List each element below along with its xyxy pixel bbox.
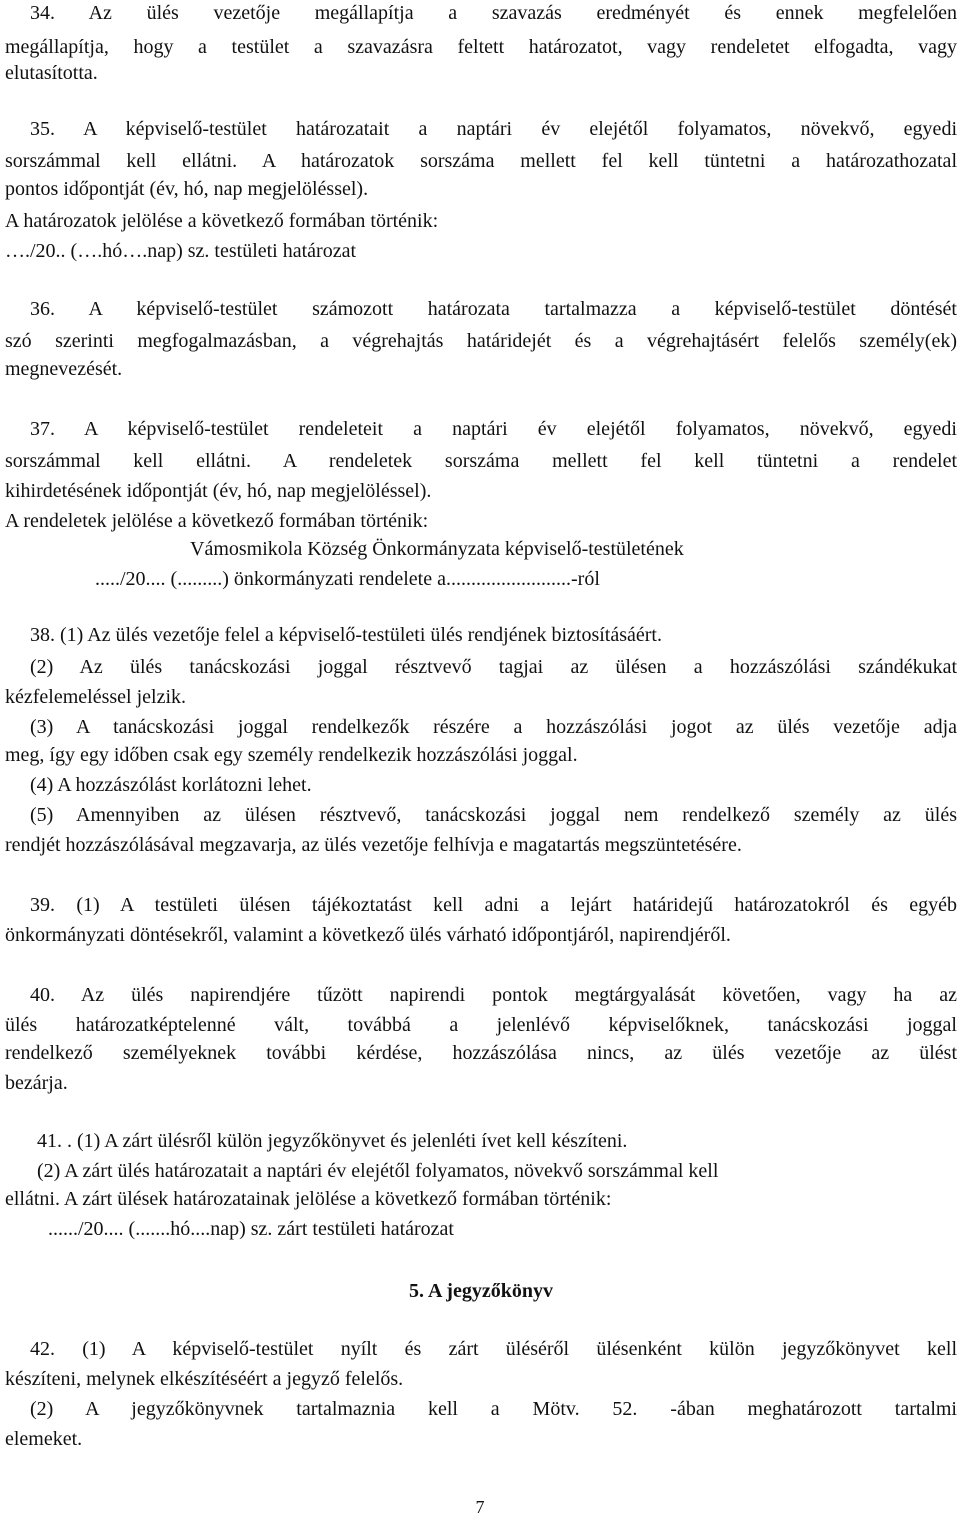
- paragraph-35-line-3: pontos időpontját (év, hó, nap megjelöléssel).: [5, 178, 369, 200]
- paragraph-36-line-2: szó szerinti megfogalmazásban, a végrehajtás határidejét és a végrehajtásért felelős személy(ek): [5, 330, 957, 352]
- paragraph-40-line-2: ülés határozatképtelenné vált, továbbá a jelenlévő képviselőknek, tanácskozási joggal: [5, 1014, 957, 1036]
- paragraph-34-line-3: elutasította.: [5, 62, 98, 84]
- paragraph-42-line-1: 42. (1) A képviselő-testület nyílt és zárt üléséről ülésenként külön jegyzőkönyvet kell: [30, 1338, 957, 1360]
- paragraph-38-line-3: kézfelemeléssel jelzik.: [5, 686, 187, 708]
- paragraph-37-line-3: kihirdetésének időpontját (év, hó, nap megjelöléssel).: [5, 480, 432, 502]
- paragraph-38-line-8: rendjét hozzászólásával megzavarja, az ülés vezetője felhívja e magatartás megszüntetésére.: [5, 834, 742, 856]
- paragraph-37-line-6: ...../20.... (.........) önkormányzati rendelete a.........................-ról: [95, 568, 600, 590]
- paragraph-37-line-1: 37. A képviselő-testület rendeleteit a naptári év elejétől folyamatos, növekvő, egyedi: [30, 418, 957, 440]
- paragraph-41-line-1: 41. . (1) A zárt ülésről külön jegyzőkönyvet és jelenléti ívet kell készíteni.: [37, 1130, 628, 1152]
- paragraph-35-line-4: A határozatok jelölése a következő formában történik:: [5, 210, 439, 232]
- paragraph-35-line-1: 35. A képviselő-testület határozatait a naptári év elejétől folyamatos, növekvő, egyedi: [30, 118, 957, 140]
- paragraph-38-line-7: (5) Amennyiben az ülésen résztvevő, tanácskozási joggal nem rendelkező személy az ülés: [30, 804, 957, 826]
- paragraph-41-line-3: ellátni. A zárt ülések határozatainak jelölése a következő formában történik:: [5, 1188, 612, 1210]
- paragraph-37-line-4: A rendeletek jelölése a következő formában történik:: [5, 510, 429, 532]
- paragraph-40-line-3: rendelkező személyeknek további kérdése, hozzászólása nincs, az ülés vezetője az ülést: [5, 1042, 957, 1064]
- paragraph-37-line-5: Vámosmikola Község Önkormányzata képviselő-testületének: [190, 538, 684, 560]
- paragraph-39-line-1: 39. (1) A testületi ülésen tájékoztatást kell adni a lejárt határidejű határozatokról és egyéb: [30, 894, 957, 916]
- paragraph-38-line-2: (2) Az ülés tanácskozási joggal résztvevő tagjai az ülésen a hozzászólási szándékukat: [30, 656, 957, 678]
- section-heading: 5. A jegyzőkönyv: [409, 1280, 553, 1302]
- paragraph-42-line-2: készíteni, melynek elkészítéséért a jegyző felelős.: [5, 1368, 404, 1390]
- paragraph-40-line-1: 40. Az ülés napirendjére tűzött napirendi pontok megtárgyalását követően, vagy ha az: [30, 984, 957, 1006]
- paragraph-37-line-2: sorszámmal kell ellátni. A rendeletek sorszáma mellett fel kell tüntetni a rendelet: [5, 450, 957, 472]
- paragraph-34-line-2: megállapítja, hogy a testület a szavazásra feltett határozatot, vagy rendeletet elfogadta, vagy: [5, 36, 957, 58]
- paragraph-38-line-1: 38. (1) Az ülés vezetője felel a képviselő-testületi ülés rendjének biztosításáért.: [30, 624, 662, 646]
- paragraph-38-line-6: (4) A hozzászólást korlátozni lehet.: [30, 774, 312, 796]
- paragraph-36-line-1: 36. A képviselő-testület számozott határozata tartalmazza a képviselő-testület döntését: [30, 298, 957, 320]
- paragraph-42-line-3: (2) A jegyzőkönyvnek tartalmaznia kell a Mötv. 52. -ában meghatározott tartalmi: [30, 1398, 957, 1420]
- paragraph-34-line-1: 34. Az ülés vezetője megállapítja a szavazás eredményét és ennek megfelelően: [30, 2, 957, 24]
- page-number: 7: [475, 1497, 485, 1517]
- paragraph-40-line-4: bezárja.: [5, 1072, 68, 1094]
- paragraph-35-line-2: sorszámmal kell ellátni. A határozatok sorszáma mellett fel kell tüntetni a határozathozatal: [5, 150, 957, 172]
- paragraph-36-line-3: megnevezését.: [5, 358, 123, 380]
- paragraph-41-line-4: ....../20.... (.......hó....nap) sz. zárt testületi határozat: [48, 1218, 454, 1240]
- paragraph-38-line-5: meg, így egy időben csak egy személy rendelkezik hozzászólási joggal.: [5, 744, 578, 766]
- paragraph-35-line-5: …./20.. (….hó….nap) sz. testületi határozat: [5, 240, 357, 262]
- paragraph-38-line-4: (3) A tanácskozási joggal rendelkezők részére a hozzászólási jogot az ülés vezetője adja: [30, 716, 957, 738]
- paragraph-39-line-2: önkormányzati döntésekről, valamint a következő ülés várható időpontjáról, napirendjéről.: [5, 924, 731, 946]
- paragraph-42-line-4: elemeket.: [5, 1428, 83, 1450]
- paragraph-41-line-2: (2) A zárt ülés határozatait a naptári év elejétől folyamatos, növekvő sorszámmal kell: [37, 1160, 719, 1182]
